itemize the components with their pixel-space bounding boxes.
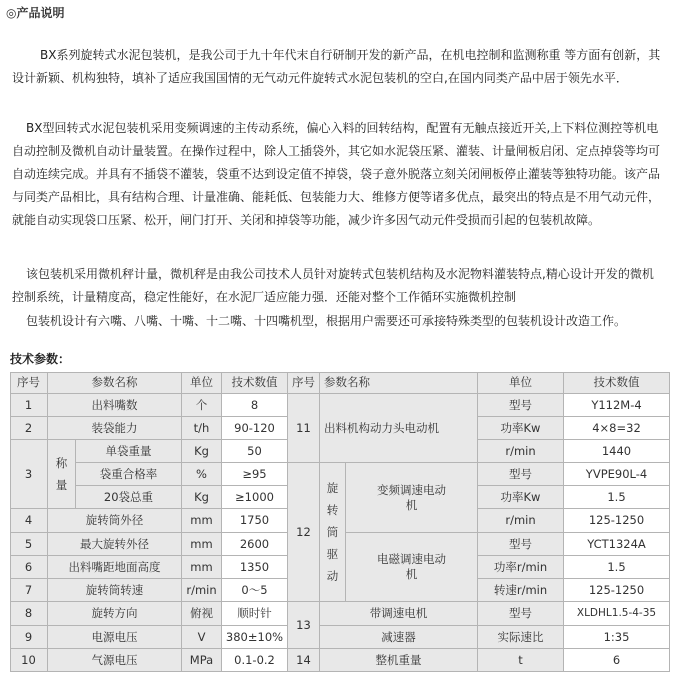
row-no: 9	[10, 626, 48, 649]
motor-name: 电磁调速电动机	[346, 533, 478, 602]
intro-paragraph-1: BX系列旋转式水泥包装机，是我公司于九十年代末自行研制开发的新产品，在机电控制和监测称重 等方面有创新，其设计新颖、机构独特，填补了适应我国国情的无气动元件旋转式水泥包装机的空白,在国内同类产品中居于领先水平．	[12, 48, 661, 85]
spec-value: YCT1324A	[564, 533, 670, 556]
param-name: 旋转筒外径	[48, 509, 182, 533]
param-unit: V	[182, 626, 222, 649]
param-value: 50	[222, 440, 288, 463]
tech-params-table	[10, 372, 670, 672]
header-unit: 单位	[182, 372, 222, 394]
spec-unit: t	[478, 649, 564, 672]
spec-value: YVPE90L-4	[564, 463, 670, 486]
param-name: 最大旋转外径	[48, 533, 182, 556]
param-value: ≥95	[222, 463, 288, 486]
spec-value: 1440	[564, 440, 670, 463]
header-no: 序号	[10, 372, 48, 394]
param-value: ≥1000	[222, 486, 288, 509]
param-unit: mm	[182, 533, 222, 556]
param-name: 气源电压	[48, 649, 182, 672]
spec-value: Y112M-4	[564, 394, 670, 417]
spec-unit: 功率Kw	[478, 417, 564, 440]
param-value: 380±10%	[222, 626, 288, 649]
param-unit: t/h	[182, 417, 222, 440]
spec-value: 1.5	[564, 486, 670, 509]
param-value: 0.1-0.2	[222, 649, 288, 672]
spec-value: 1.5	[564, 556, 670, 579]
header-name: 参数名称	[48, 372, 182, 394]
spec-unit: 实际速比	[478, 626, 564, 649]
spec-value: 125-1250	[564, 579, 670, 602]
group-label-drive: 旋 转 筒 驱 动	[320, 463, 346, 602]
spec-unit: 型号	[478, 602, 564, 626]
motor-name: 变频调速电动机	[346, 463, 478, 533]
param-name: 袋重合格率	[76, 463, 182, 486]
header-value: 技术数值	[222, 372, 288, 394]
param-unit: MPa	[182, 649, 222, 672]
tech-params-heading: 技术参数：	[10, 352, 71, 366]
component-name: 减速器	[320, 626, 478, 649]
spec-value: 4×8=32	[564, 417, 670, 440]
param-value: 1350	[222, 556, 288, 579]
spec-unit: 型号	[478, 533, 564, 556]
spec-unit: 转速r/min	[478, 579, 564, 602]
param-value: 1750	[222, 509, 288, 533]
intro-paragraph-2: BX型回转式水泥包装机采用变频调速的主传动系统，偏心入料的回转结构，配置有无触点接近开关,上下料位测控等机电自动控制及微机自动计量装置。在操作过程中，除人工插袋外，其它如水泥袋压紧、灌装、计量闸板启闭、定点掉袋等均可自动连续完成。并具有不插袋不灌装，袋重不达到设定值不掉袋，袋子意外脱落立刻关闭闸板停止灌装等独特功能。该产品与同类产品相比，具有结构合理、计量准确、能耗低、包装能力大、维修方便等诸多优点，最突出的特点是不用气动元件，就能自动实现袋口压紧、松开，闸门打开、关闭和掉袋等功能，减少许多因气动元件受损而引起的包装机故障。	[12, 121, 661, 227]
row-no: 5	[10, 533, 48, 556]
param-name: 旋转方向	[48, 602, 182, 626]
header-unit-right: 单位	[478, 372, 564, 394]
intro-paragraph-4: 包装机设计有六嘴、八嘴、十嘴、十二嘴、十四嘴机型，根据用户需要还可承接特殊类型的包装机设计改造工作。	[26, 314, 627, 328]
param-unit: r/min	[182, 579, 222, 602]
param-name: 单袋重量	[76, 440, 182, 463]
param-unit: %	[182, 463, 222, 486]
row-no: 4	[10, 509, 48, 533]
param-unit: mm	[182, 509, 222, 533]
section-title: ◎产品说明	[6, 6, 65, 20]
component-name: 整机重量	[320, 649, 478, 672]
param-unit: 个	[182, 394, 222, 417]
spec-value: XLDHL1.5-4-35	[564, 602, 670, 626]
row-no: 14	[288, 649, 320, 672]
param-value: 0～5	[222, 579, 288, 602]
param-unit: Kg	[182, 486, 222, 509]
spec-unit: 型号	[478, 394, 564, 417]
param-name: 20袋总重	[76, 486, 182, 509]
row-no: 11	[288, 394, 320, 463]
row-no: 10	[10, 649, 48, 672]
row-no: 7	[10, 579, 48, 602]
row-no: 12	[288, 463, 320, 602]
param-name: 电源电压	[48, 626, 182, 649]
row-no: 3	[10, 440, 48, 509]
param-name: 装袋能力	[48, 417, 182, 440]
intro-paragraph-3: 该包装机采用微机秤计量，微机秤是由我公司技术人员针对旋转式包装机结构及水泥物料灌装特点,精心设计开发的微机控制系统，计量精度高，稳定性能好，在水泥厂适应能力强．还能对整个工作循环实施微机控制	[12, 267, 654, 304]
param-name: 出料嘴距地面高度	[48, 556, 182, 579]
param-unit: Kg	[182, 440, 222, 463]
spec-unit: r/min	[478, 440, 564, 463]
param-name: 出料嘴数	[48, 394, 182, 417]
param-unit: 俯视	[182, 602, 222, 626]
header-name-right: 参数名称	[320, 372, 478, 394]
motor-name: 出料机构动力头电动机	[320, 394, 478, 463]
spec-unit: 功率r/min	[478, 556, 564, 579]
row-no: 6	[10, 556, 48, 579]
spec-unit: r/min	[478, 509, 564, 533]
spec-value: 125-1250	[564, 509, 670, 533]
header-no-right: 序号	[288, 372, 320, 394]
row-no: 2	[10, 417, 48, 440]
row-no: 8	[10, 602, 48, 626]
param-name: 旋转筒转速	[48, 579, 182, 602]
param-unit: mm	[182, 556, 222, 579]
spec-unit: 型号	[478, 463, 564, 486]
param-value: 90-120	[222, 417, 288, 440]
param-value: 2600	[222, 533, 288, 556]
spec-value: 1:35	[564, 626, 670, 649]
spec-value: 6	[564, 649, 670, 672]
spec-unit: 功率Kw	[478, 486, 564, 509]
row-no: 13	[288, 602, 320, 649]
row-no: 1	[10, 394, 48, 417]
header-value-right: 技术数值	[564, 372, 670, 394]
group-label-weighing: 称 量	[48, 440, 76, 509]
component-name: 带调速电机	[320, 602, 478, 626]
param-value: 顺时针	[222, 602, 288, 626]
param-value: 8	[222, 394, 288, 417]
